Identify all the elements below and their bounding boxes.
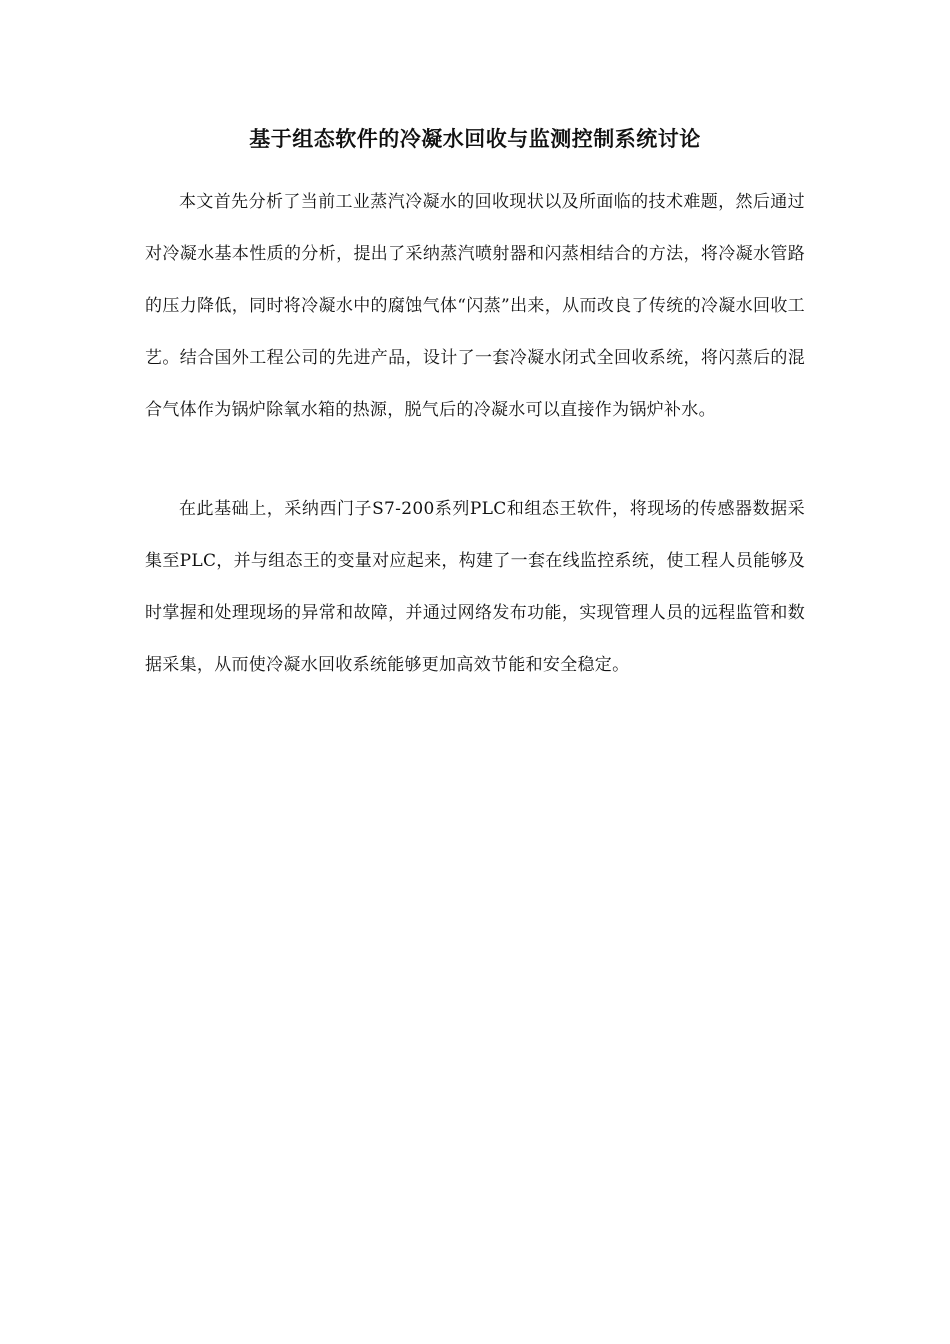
document-title: 基于组态软件的冷凝水回收与监测控制系统讨论: [249, 127, 701, 151]
body-paragraph: 本文首先分析了当前工业蒸汽冷凝水的回收现状以及所面临的技术难题，然后通过对冷凝水基本性质的分析，提出了采纳蒸汽喷射器和闪蒸相结合的方法，将冷凝水管路的压力降低，同时将冷凝水中的腐蚀气体“闪蒸”出来，从而改良了传统的冷凝水回收工艺。结合国外工程公司的先进产品，设计了一套冷凝水闭式全回收系统，将闪蒸后的混合气体作为锅炉除氧水箱的热源，脱气后的冷凝水可以直接作为锅炉补水。: [145, 192, 805, 420]
paragraph-block-2: [145, 483, 805, 691]
paragraph-block-1: [145, 176, 805, 436]
body-paragraph: 在此基础上，采纳西门子S7-200系列PLC和组态王软件，将现场的传感器数据采集至PLC，并与组态王的变量对应起来，构建了一套在线监控系统，使工程人员能够及时掌握和处理现场的异常和故障，并通过网络发布功能，实现管理人员的远程监管和数据采集，从而使冷凝水回收系统能够更加高效节能和安全稳定。: [145, 499, 805, 675]
